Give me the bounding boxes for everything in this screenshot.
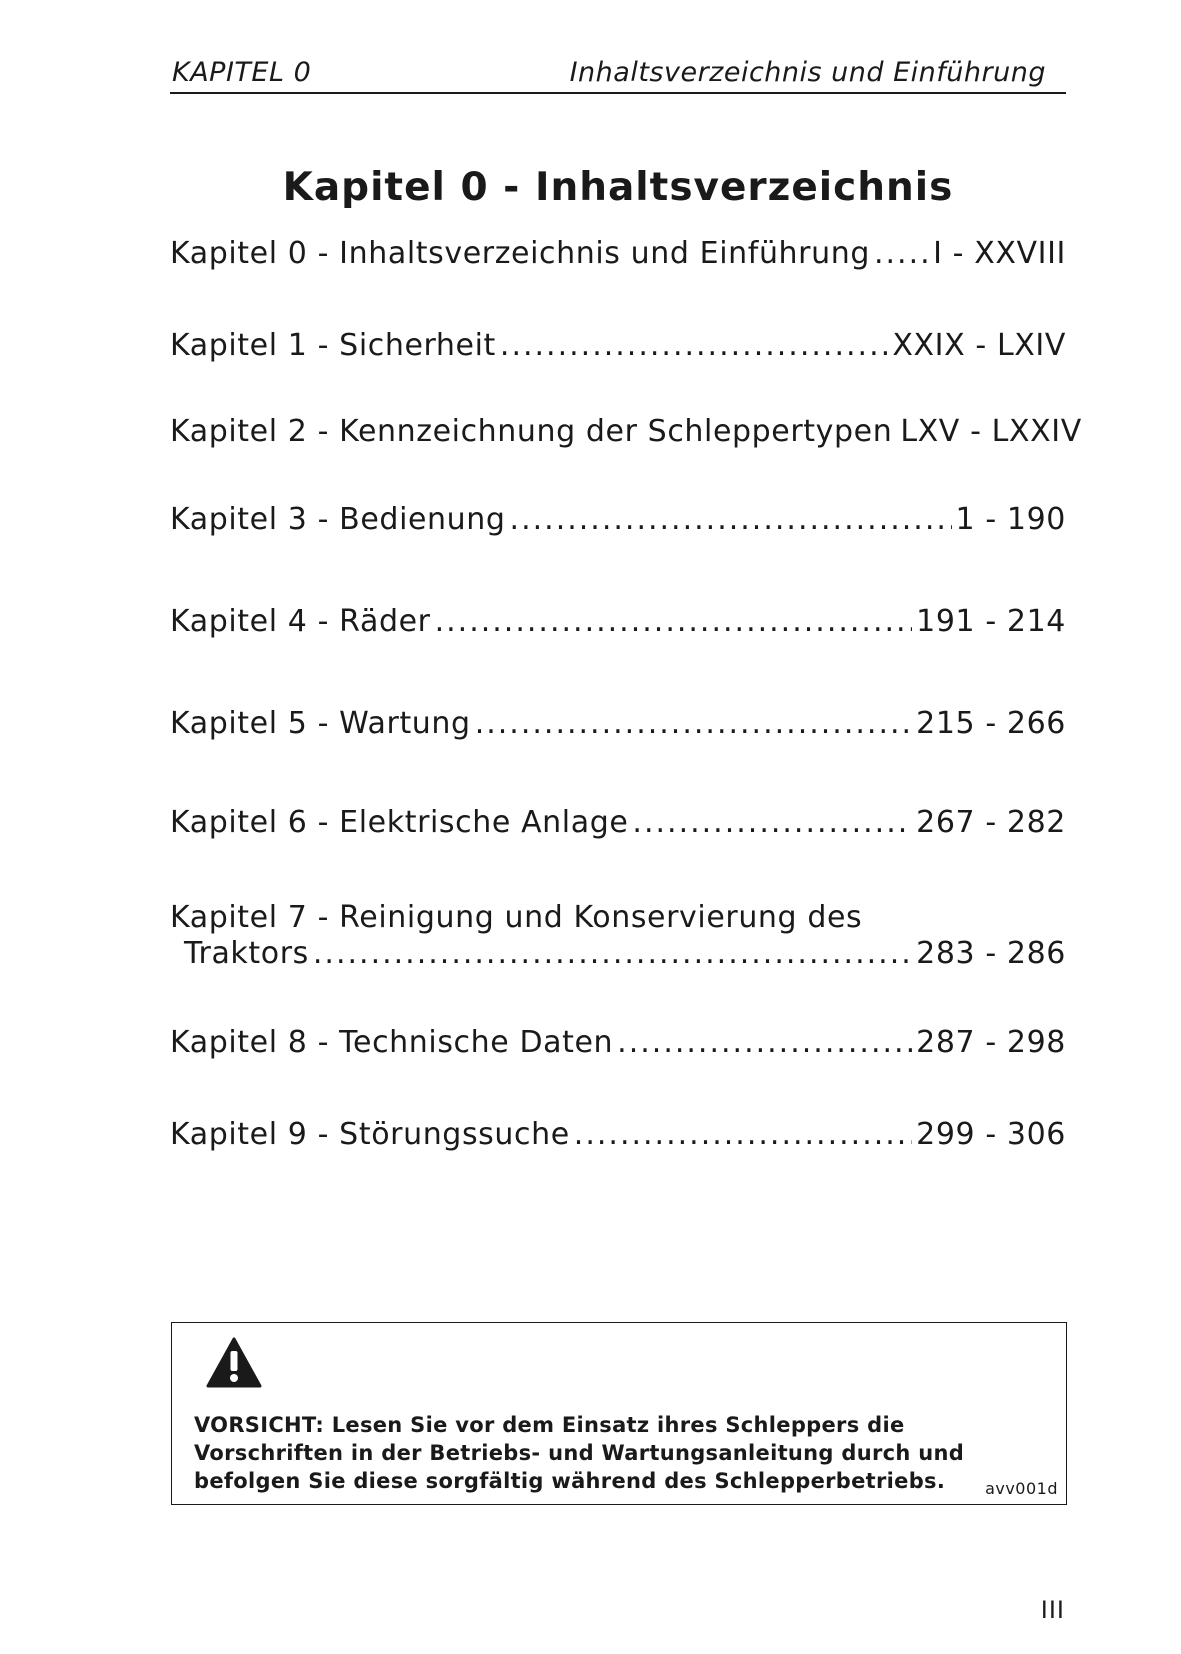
header-chapter: KAPITEL 0	[172, 57, 312, 88]
toc-label: Kapitel 1 - Sicherheit	[170, 328, 496, 363]
toc-leader	[500, 328, 888, 364]
toc-entry-1[interactable]	[170, 328, 1066, 364]
toc-pages: 215 - 266	[916, 706, 1066, 741]
toc-pages: 267 - 282	[916, 805, 1066, 840]
toc-label: Kapitel 8 - Technische Daten	[170, 1025, 614, 1060]
warning-box	[171, 1322, 1067, 1505]
toc-leader	[574, 1117, 912, 1153]
toc-label: Kapitel 7 - Reinigung und Konservierung des	[170, 900, 863, 935]
toc-entry-9[interactable]	[170, 1117, 1066, 1153]
toc-leader	[475, 706, 912, 742]
toc-label: Kapitel 4 - Räder	[170, 604, 431, 639]
toc-leader	[313, 936, 912, 972]
toc-pages: 283 - 286	[916, 936, 1066, 971]
toc-pages: XXIX - LXIV	[892, 328, 1066, 363]
toc-label: Kapitel 6 - Elektrische Anlage	[170, 805, 629, 840]
toc-pages: LXV - LXXIV	[900, 414, 1082, 449]
toc-entry-7[interactable]	[170, 900, 1066, 972]
toc-pages: 287 - 298	[916, 1025, 1066, 1060]
warning-lead: VORSICHT:	[194, 1413, 325, 1437]
toc-entry-5[interactable]	[170, 706, 1066, 742]
warning-code: avv001d	[985, 1479, 1058, 1498]
toc-leader	[435, 604, 913, 640]
page-number: III	[1040, 1596, 1065, 1624]
toc-entry-0[interactable]	[170, 236, 1066, 272]
toc-leader	[617, 1025, 912, 1061]
header-section: Inhaltsverzeichnis und Einführung	[569, 57, 1046, 88]
toc-label: Kapitel 0 - Inhaltsverzeichnis und Einführung	[170, 236, 870, 271]
toc-label-continued: Traktors	[184, 936, 309, 971]
toc-leader	[632, 805, 912, 841]
toc-entry-2[interactable]	[170, 414, 1082, 450]
toc-pages: 299 - 306	[916, 1117, 1066, 1152]
toc-leader	[510, 502, 952, 538]
toc-pages: 1 - 190	[955, 502, 1066, 537]
toc-entry-8[interactable]	[170, 1025, 1066, 1061]
warning-body: Lesen Sie vor dem Einsatz ihres Schleppers die Vorschriften in der Betriebs- und Wartungsanleitung durch und befolgen Sie diese sorgfältig während des Schlepperbetriebs.	[194, 1413, 965, 1493]
warning-triangle-icon	[206, 1337, 262, 1389]
toc-label: Kapitel 2 - Kennzeichnung der Schleppertypen	[170, 414, 893, 449]
toc-pages: 191 - 214	[916, 604, 1066, 639]
toc-entry-3[interactable]	[170, 502, 1066, 538]
page-title: Kapitel 0 - Inhaltsverzeichnis	[282, 165, 954, 210]
toc-label: Kapitel 3 - Bedienung	[170, 502, 506, 537]
toc-label: Kapitel 9 - Störungssuche	[170, 1117, 570, 1152]
toc-leader	[874, 236, 929, 272]
toc-label: Kapitel 5 - Wartung	[170, 706, 471, 741]
toc-pages: I - XXVIII	[933, 236, 1066, 271]
toc-entry-4[interactable]	[170, 604, 1066, 640]
toc-entry-6[interactable]	[170, 805, 1066, 841]
page-header	[170, 52, 1066, 94]
warning-text	[194, 1411, 1034, 1495]
